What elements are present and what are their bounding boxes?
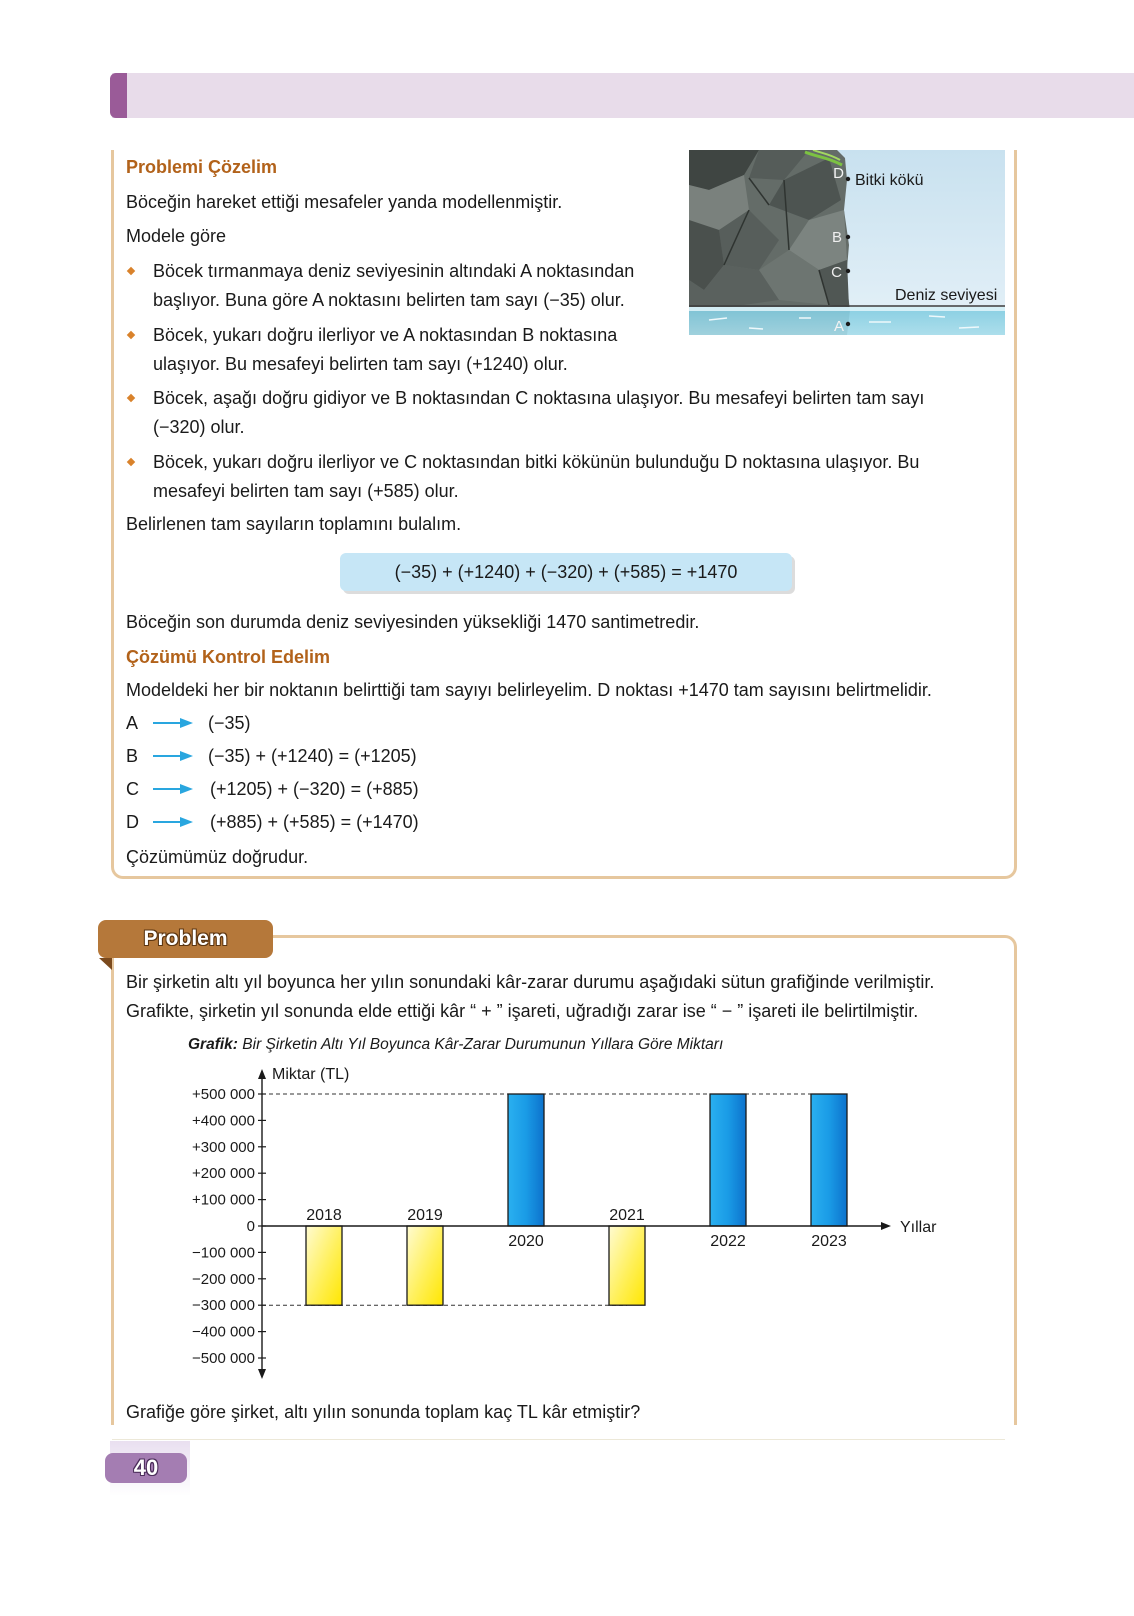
y-tick-label: −300 000 [192, 1297, 255, 1315]
check-heading: Çözümü Kontrol Edelim [126, 647, 330, 667]
bar-chart [170, 1058, 960, 1393]
y-tick-label: −400 000 [192, 1323, 255, 1341]
y-tick-label: −100 000 [192, 1244, 255, 1262]
y-axis-arrow-up [258, 1069, 266, 1079]
arrow-right-icon [153, 816, 193, 828]
y-tick-label: −200 000 [192, 1270, 255, 1288]
check-row-point: C [126, 779, 139, 799]
check-row-expression: (+1205) + (−320) = (+885) [210, 779, 419, 799]
y-tick-label: +300 000 [192, 1138, 255, 1156]
equation-box: (−35) + (+1240) + (−320) + (+585) = +1470 [340, 553, 792, 591]
check-row-expression: (−35) [208, 713, 251, 733]
problem-line-1: Bir şirketin altı yıl boyunca her yılın sonundaki kâr-zarar durumu aşağıdaki sütun grafiğinde verilmiştir. [126, 972, 935, 992]
sum-intro: Belirlenen tam sayıların toplamını bulalım. [126, 514, 462, 534]
bullet-4-line-2: mesafeyi belirten tam sayı (+585) olur. [153, 481, 459, 501]
bullet-2-line-1: Böcek, yukarı doğru ilerliyor ve A noktasından B noktasına [153, 325, 618, 345]
chart-caption-label: Grafik: [188, 1036, 238, 1053]
bullet-3-line-1: Böcek, aşağı doğru gidiyor ve B noktasından C noktasına ulaşıyor. Bu mesafeyi belirten tam sayı [153, 388, 925, 408]
y-tick-label: +500 000 [192, 1086, 255, 1103]
arrow-right-icon [153, 783, 193, 795]
point-a-label: A [833, 318, 844, 335]
category-label-2019: 2019 [407, 1207, 443, 1224]
point-c-label: C [831, 264, 842, 281]
arrow-right-icon [153, 717, 193, 729]
page-number: 40 [105, 1453, 187, 1483]
bullet-4-line-1: Böcek, yukarı doğru ilerliyor ve C noktasından bitki kökünün bulunduğu D noktasına ulaşıyor. Bu [153, 452, 920, 472]
check-row-expression: (+885) + (+585) = (+1470) [210, 812, 419, 832]
bar-2023 [811, 1094, 847, 1226]
category-label-2023: 2023 [811, 1233, 847, 1250]
y-tick-label: −500 000 [192, 1350, 255, 1367]
point-d-label: D [833, 165, 844, 182]
category-label-2018: 2018 [306, 1207, 342, 1224]
check-row-point: B [126, 746, 139, 766]
bullet-2-line-2: ulaşıyor. Bu mesafeyi belirten tam sayı (+1240) olur. [153, 354, 568, 374]
check-row-point: A [126, 713, 139, 733]
bullet-1-line-1: Böcek tırmanmaya deniz seviyesinin altındaki A noktasından [153, 261, 635, 281]
sea-water [689, 307, 1005, 335]
header-bar [112, 73, 1134, 118]
problem-tab-fold [99, 958, 112, 970]
header-tab [110, 73, 127, 118]
category-label-2021: 2021 [609, 1207, 645, 1224]
category-label-2020: 2020 [508, 1233, 544, 1250]
cliff-model-figure [689, 150, 1005, 335]
x-axis-title: Yıllar [900, 1219, 937, 1236]
problem-tab: Problem [98, 920, 273, 958]
sea-level-label: Deniz seviyesi [895, 287, 998, 304]
solution-heading: Problemi Çözelim [126, 157, 278, 177]
model-intro: Modele göre [126, 226, 227, 246]
solution-intro: Böceğin hareket ettiği mesafeler yanda modellenmiştir. [126, 192, 563, 212]
bar-2019 [407, 1226, 443, 1305]
bar-2018 [306, 1226, 342, 1305]
footer-divider [112, 1439, 1005, 1440]
point-b-dot [846, 235, 850, 239]
y-tick-label: +400 000 [192, 1112, 255, 1130]
chart-caption [188, 1035, 723, 1055]
solution-conclusion: Böceğin son durumda deniz seviyesinden yüksekliği 1470 santimetredir. [126, 612, 700, 632]
arrow-right-icon [153, 750, 193, 762]
y-axis-title: Miktar (TL) [272, 1066, 350, 1083]
point-d-dot [846, 177, 850, 181]
point-a-dot [846, 322, 850, 326]
y-tick-label: +100 000 [192, 1191, 255, 1209]
y-tick-label: 0 [246, 1218, 255, 1235]
check-row-point: D [126, 812, 139, 832]
check-result: Çözümümüz doğrudur. [126, 847, 309, 867]
y-tick-label: +200 000 [192, 1165, 255, 1183]
chart-container [170, 1058, 960, 1393]
bar-2021 [609, 1226, 645, 1305]
plant-root-label: Bitki kökü [855, 172, 924, 189]
problem-line-2: Grafikte, şirketin yıl sonunda elde ettiği kâr “ + ” işareti, uğradığı zarar ise “ − ” işareti ile belirtilmiştir. [126, 1001, 919, 1021]
bullet-3-line-2: (−320) olur. [153, 417, 245, 437]
bar-2022 [710, 1094, 746, 1226]
chart-caption-title: Bir Şirketin Altı Yıl Boyunca Kâr-Zarar Durumunun Yıllara Göre Miktarı [242, 1036, 724, 1053]
problem-question: Grafiğe göre şirket, altı yılın sonunda toplam kaç TL kâr etmiştir? [126, 1402, 641, 1422]
point-c-dot [846, 269, 850, 273]
check-row-expression: (−35) + (+1240) = (+1205) [208, 746, 417, 766]
water-foam [689, 307, 1005, 311]
x-axis-arrow [881, 1222, 891, 1230]
bar-2020 [508, 1094, 544, 1226]
y-axis-arrow-down [258, 1369, 266, 1379]
bullet-1-line-2: başlıyor. Buna göre A noktasını belirten tam sayı (−35) olur. [153, 290, 625, 310]
check-intro: Modeldeki her bir noktanın belirttiği tam sayıyı belirleyelim. D noktası +1470 tam sayısını belirtmelidir. [126, 680, 932, 700]
category-label-2022: 2022 [710, 1233, 746, 1250]
point-b-label: B [831, 229, 842, 246]
